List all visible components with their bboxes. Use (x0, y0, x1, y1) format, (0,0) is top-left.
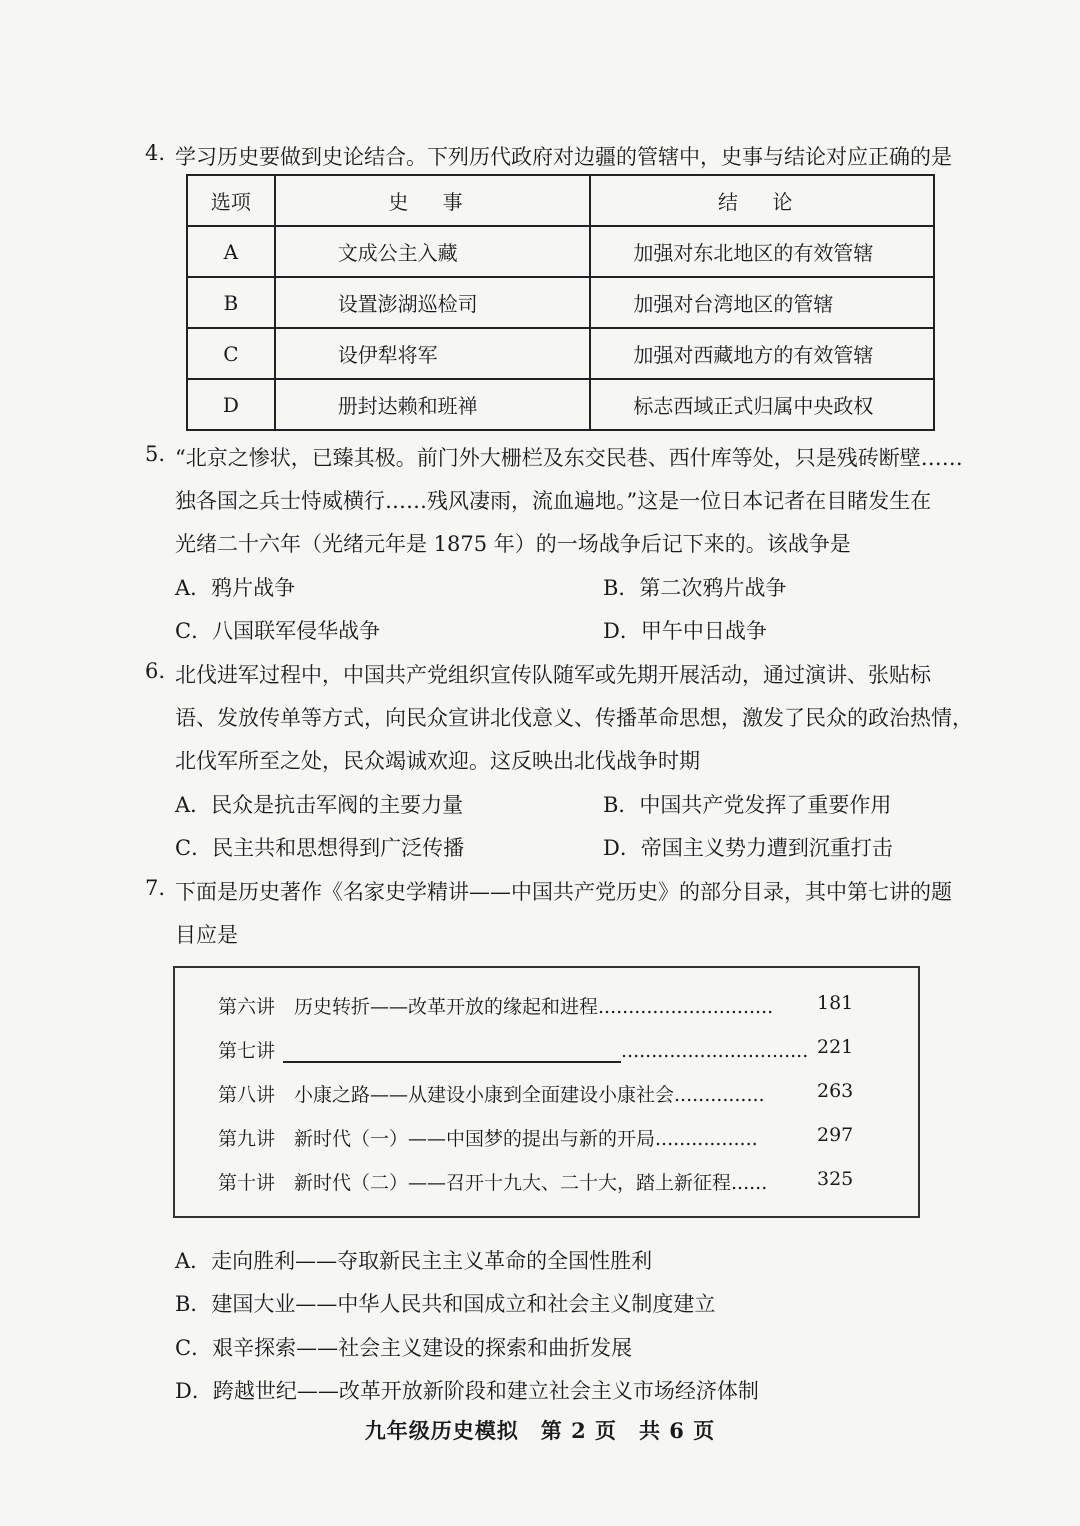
toc-page-6: 181 (817, 992, 854, 1014)
row-conclusion: 标志西域正式归属中央政权 (590, 379, 934, 430)
q7-option-b: B．建国大业——中华人民共和国成立和社会主义制度建立 (175, 1292, 716, 1316)
row-option: D (187, 379, 275, 430)
row-event: 设伊犁将军 (275, 328, 591, 379)
row-conclusion: 加强对西藏地方的有效管辖 (590, 328, 934, 379)
toc-entry-7 (218, 1036, 808, 1063)
toc-page-10: 325 (817, 1168, 854, 1190)
toc-entry-7-dots: ............................... (621, 1040, 809, 1062)
toc-page-7: 221 (817, 1036, 854, 1058)
toc-entry-7-label: 第七讲 (218, 1040, 276, 1062)
q7-line-2: 目应是 (175, 923, 238, 947)
q7-line-1: 下面是历史著作《名家史学精讲——中国共产党历史》的部分目录，其中第七讲的题 (175, 880, 952, 904)
toc-blank-line (283, 1039, 621, 1063)
q6-option-c: C．民主共和思想得到广泛传播 (175, 836, 465, 860)
row-option: B (187, 277, 275, 328)
toc-entry-6: 第六讲 历史转折——改革开放的缘起和进程............................. (218, 996, 774, 1018)
q5-option-b: B．第二次鸦片战争 (603, 576, 787, 600)
table-header-row (187, 175, 934, 226)
row-event: 设置澎湖巡检司 (275, 277, 591, 328)
q6-option-d: D．帝国主义势力遭到沉重打击 (603, 836, 893, 860)
row-option: C (187, 328, 275, 379)
q5-option-d: D．甲午中日战争 (603, 619, 767, 643)
header-conclusion: 结 论 (590, 175, 934, 226)
q6-line-3: 北伐军所至之处，民众竭诚欢迎。这反映出北伐战争时期 (175, 749, 700, 773)
q5-line-3: 光绪二十六年（光绪元年是 1875 年）的一场战争后记下来的。该战争是 (175, 532, 851, 556)
header-event: 史 事 (275, 175, 591, 226)
row-conclusion: 加强对台湾地区的管辖 (590, 277, 934, 328)
q4-number: 4. (145, 141, 166, 165)
q5-option-c: C．八国联军侵华战争 (175, 619, 381, 643)
q7-option-a: A．走向胜利——夺取新民主主义革命的全国性胜利 (175, 1249, 653, 1273)
q6-option-a: A．民众是抗击军阀的主要力量 (175, 793, 464, 817)
row-conclusion: 加强对东北地区的有效管辖 (590, 226, 934, 277)
table-row (187, 379, 934, 430)
q5-line-2: 独各国之兵士恃威横行……残风凄雨，流血遍地。”这是一位日本记者在目睹发生在 (175, 489, 932, 513)
q5-option-a: A．鸦片战争 (175, 576, 296, 600)
toc-entry-8: 第八讲 小康之路——从建设小康到全面建设小康社会............... (218, 1084, 765, 1106)
q6-line-1: 北伐进军过程中，中国共产党组织宣传队随军或先期开展活动，通过演讲、张贴标 (175, 663, 931, 687)
table-row (187, 328, 934, 379)
toc-page-8: 263 (817, 1080, 854, 1102)
q7-option-d: D．跨越世纪——改革开放新阶段和建立社会主义市场经济体制 (175, 1379, 759, 1403)
toc-entry-9: 第九讲 新时代（一）——中国梦的提出与新的开局................. (218, 1128, 758, 1150)
header-option: 选项 (187, 175, 275, 226)
page-footer: 九年级历史模拟 第 2 页 共 6 页 (364, 1418, 716, 1443)
q6-number: 6. (145, 659, 166, 683)
toc-page-9: 297 (817, 1124, 854, 1146)
row-event: 册封达赖和班禅 (275, 379, 591, 430)
q4-table (186, 174, 935, 431)
q5-number: 5. (145, 442, 166, 466)
toc-entry-10: 第十讲 新时代（二）——召开十九大、二十大，踏上新征程...... (218, 1172, 768, 1194)
q7-number: 7. (145, 876, 166, 900)
table-row (187, 226, 934, 277)
row-option: A (187, 226, 275, 277)
row-event: 文成公主入藏 (275, 226, 591, 277)
q7-option-c: C．艰辛探索——社会主义建设的探索和曲折发展 (175, 1336, 633, 1360)
q6-option-b: B．中国共产党发挥了重要作用 (603, 793, 892, 817)
q6-line-2: 语、发放传单等方式，向民众宣讲北伐意义、传播革命思想，激发了民众的政治热情， (175, 706, 973, 730)
table-row (187, 277, 934, 328)
q5-line-1: “北京之惨状，已臻其极。前门外大栅栏及东交民巷、西什库等处，只是残砖断壁…… (175, 446, 963, 470)
q4-stem: 学习历史要做到史论结合。下列历代政府对边疆的管辖中，史事与结论对应正确的是 (175, 145, 952, 169)
